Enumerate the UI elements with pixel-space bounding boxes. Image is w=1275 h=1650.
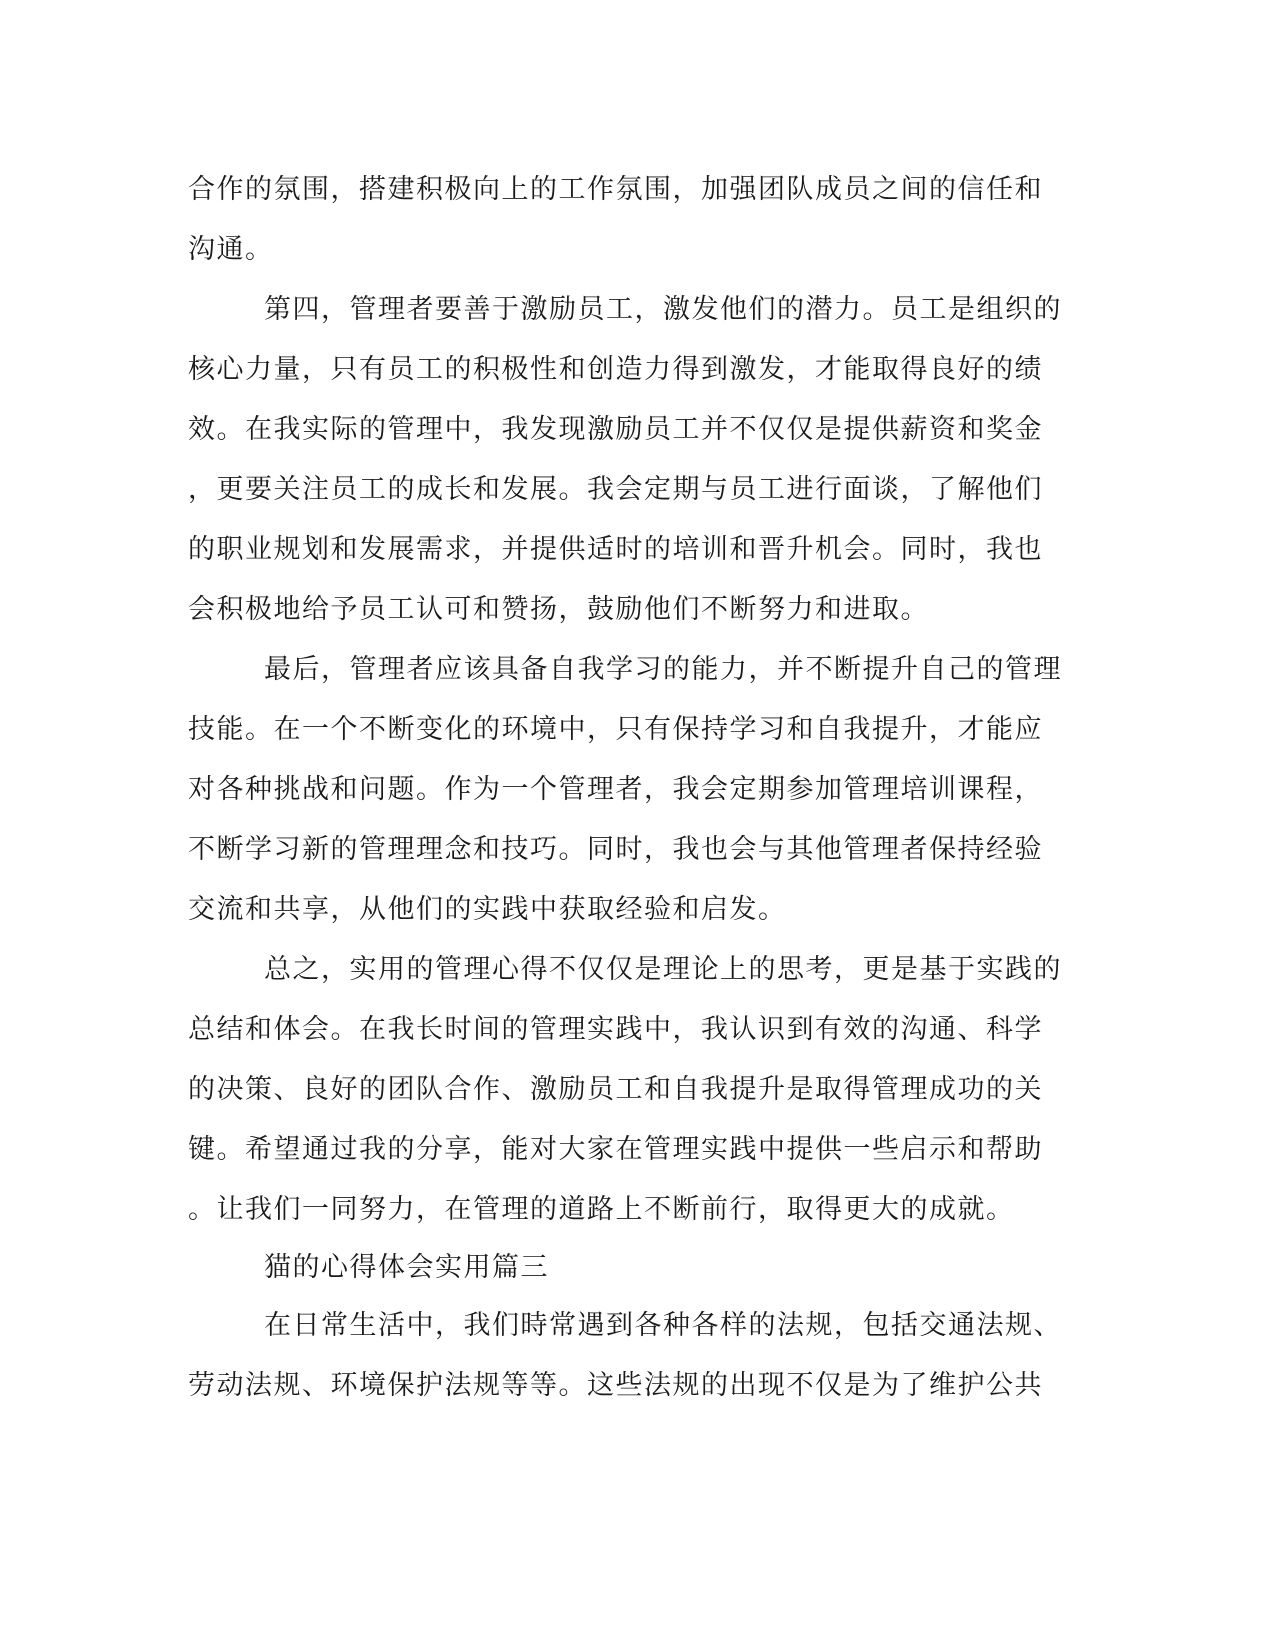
- text-line: 技能。在一个不断变化的环境中，只有保持学习和自我提升，才能应: [188, 714, 1043, 745]
- paragraph-first-line: 最后，管理者应该具备自我学习的能力，并不断提升自己的管理: [264, 654, 1062, 685]
- paragraph-first-line: 第四，管理者要善于激励员工，激发他们的潜力。员工是组织的: [264, 294, 1062, 325]
- paragraph-first-line: 在日常生活中，我们時常遇到各种各样的法规，包括交通法规、: [264, 1310, 1062, 1341]
- document-body: [188, 160, 1068, 1416]
- text-line: 。让我们一同努力，在管理的道路上不断前行，取得更大的成就。: [188, 1194, 1015, 1225]
- text-line: 沟通。: [188, 234, 274, 265]
- text-line: 对各种挑战和问题。作为一个管理者，我会定期参加管理培训课程，: [188, 774, 1043, 805]
- text-line: 总结和体会。在我长时间的管理实践中，我认识到有效的沟通、科学: [188, 1014, 1043, 1045]
- text-line: 不断学习新的管理理念和技巧。同时，我也会与其他管理者保持经验: [188, 834, 1043, 865]
- text-line: 交流和共享，从他们的实践中获取经验和启发。: [188, 894, 787, 925]
- text-line: 会积极地给予员工认可和赞扬，鼓励他们不断努力和进取。: [188, 594, 929, 625]
- text-line: 键。希望通过我的分享，能对大家在管理实践中提供一些启示和帮助: [188, 1134, 1043, 1165]
- text-line: 效。在我实际的管理中，我发现激励员工并不仅仅是提供薪资和奖金: [188, 414, 1043, 445]
- paragraph-first-line: 总之，实用的管理心得不仅仅是理论上的思考，更是基于实践的: [264, 954, 1062, 985]
- text-line: 的决策、良好的团队合作、激励员工和自我提升是取得管理成功的关: [188, 1074, 1043, 1105]
- text-line: 核心力量，只有员工的积极性和创造力得到激发，才能取得良好的绩: [188, 354, 1043, 385]
- text-line: 的职业规划和发展需求，并提供适时的培训和晋升机会。同时，我也: [188, 534, 1043, 565]
- text-line: ，更要关注员工的成长和发展。我会定期与员工进行面谈，了解他们: [188, 474, 1043, 505]
- text-line: 合作的氛围，搭建积极向上的工作氛围，加强团队成员之间的信任和: [188, 174, 1043, 205]
- section-heading: 猫的心得体会实用篇三: [264, 1252, 549, 1283]
- text-line: 劳动法规、环境保护法规等等。这些法规的出现不仅是为了维护公共: [188, 1370, 1043, 1401]
